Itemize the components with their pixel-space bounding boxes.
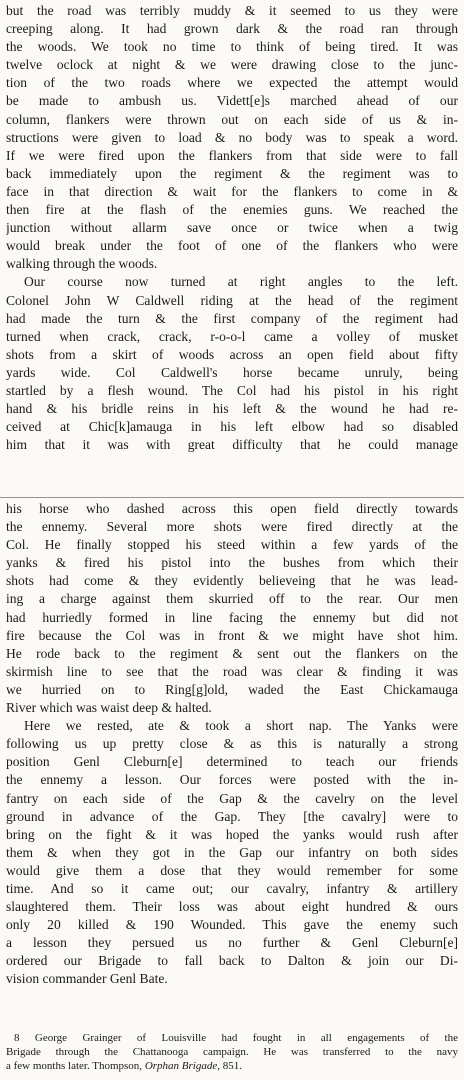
- text-line: we hurried on to Ring[g]old, waded the East Chickamauga: [6, 681, 458, 697]
- text-line: vision commander Genl Bate.: [6, 971, 168, 987]
- text-line: the woods. We took no time to think of being tired. It was: [6, 39, 458, 55]
- text-line: ordered our Brigade to fall back to Dalton & join our Di-: [6, 953, 458, 969]
- text-line: yards wide. Col Caldwell's horse became unruly, being: [6, 364, 458, 380]
- scan-divider: [0, 497, 464, 498]
- footnote-line: Brigade through the Chattanooga campaign. He was transferred to the navy: [6, 1046, 458, 1058]
- footnote: [0, 1031, 464, 1073]
- text-line: skirmish line to see that the road was clear & finding it was: [6, 663, 458, 679]
- text-line: the ennemy a lesson. Our forces were posted with the in-: [6, 772, 458, 788]
- footnote-line: [6, 1059, 458, 1073]
- text-line: time. And so it came out; our cavalry, infantry & artillery: [6, 880, 458, 896]
- text-line: shots from a skirt of woods across an open field about fifty: [6, 346, 458, 362]
- text-line: walking through the woods.: [6, 256, 158, 272]
- footnote-line: 8 George Grainger of Louisville had fought in all engagements of the: [14, 1032, 458, 1044]
- text-block-top: [0, 2, 464, 454]
- footnote-text: a few months later. Thompson,: [6, 1060, 145, 1072]
- text-line: following us up pretty close & as this is naturally a strong: [6, 736, 458, 752]
- paragraph-start-line: Here we rested, ate & took a short nap. The Yanks were: [24, 718, 458, 734]
- text-line: would break under the foot of one of the flankers who were: [6, 238, 458, 254]
- text-line: them & when they got in the Gap our infantry on both sides: [6, 844, 458, 860]
- text-line: back immediately upon the regiment & the regiment was to: [6, 165, 458, 181]
- text-line: a lesson they persued us no further & Genl Cleburn[e]: [6, 935, 458, 951]
- text-line: creeping along. It had grown dark & the road ran through: [6, 21, 458, 37]
- text-line: ing a charge against them skurried off to the rear. Our men: [6, 591, 458, 607]
- text-line: fantry on each side of the Gap & the cavelry on the level: [6, 790, 458, 806]
- text-line: his horse who dashed across this open field directly towards: [6, 501, 458, 516]
- text-line: then fire at the flash of the enemies guns. We reached the: [6, 202, 458, 218]
- text-line: ceived at Chic[k]amauga in his left elbow had so disabled: [6, 419, 458, 435]
- text-line: had hurriedly formed in line facing the ennemy but did not: [6, 609, 458, 625]
- text-line: ground in advance of the Gap. They [the cavalry] were to: [6, 808, 458, 824]
- text-line: column, flankers were thrown out on each side of us & in-: [6, 111, 458, 127]
- text-line: He rode back to the regiment & sent out the flankers on the: [6, 645, 458, 661]
- text-line: hand & his bridle reins in his left & the wound he had re-: [6, 401, 458, 417]
- text-line: would give them a dose that they would remember for some: [6, 862, 458, 878]
- text-line: structions were given to load & no body was to speak a word.: [6, 129, 458, 145]
- text-line: be made to ambush us. Vidett[e]s marched ahead of our: [6, 93, 458, 109]
- text-line: junction without allarm save once or twice when a twig: [6, 220, 458, 236]
- text-line: position Genl Cleburn[e] determined to teach our friends: [6, 754, 458, 770]
- text-block-bottom: [0, 500, 464, 989]
- text-line: Col. He finally stopped his steed within a few yards of the: [6, 537, 458, 553]
- text-line: but the road was terribly muddy & it seemed to us they were: [6, 3, 458, 18]
- text-line: startled by a flesh wound. The Col had his pistol in his right: [6, 382, 458, 398]
- text-line: bring on the fight & it was hoped the yanks would rush after: [6, 826, 458, 842]
- text-line: tion of the two roads where we expected the attempt would: [6, 75, 458, 91]
- text-line: slaughtered them. Their loss was about eight hundred & ours: [6, 899, 458, 915]
- text-line: turned when crack, crack, r-o-o-l came a volley of musket: [6, 328, 458, 344]
- text-line: River which was waist deep & halted.: [6, 700, 212, 716]
- text-line: the ennemy. Several more shots were fired directly at the: [6, 519, 458, 535]
- footnote-book-title: Orphan Brigade: [144, 1060, 218, 1072]
- text-line: fire because the Col was in front & we might have shot him.: [6, 627, 458, 643]
- text-line: only 20 killed & 190 Wounded. This gave the enemy such: [6, 917, 458, 933]
- paragraph-start-line: Our course now turned at right angles to the left.: [24, 274, 458, 290]
- text-line: yanks & fired his pistol into the bushes from which their: [6, 555, 458, 571]
- text-line: face in that direction & wait for the flankers to come in &: [6, 183, 458, 199]
- text-line: had made the turn & the first company of the regiment had: [6, 310, 458, 326]
- text-line: twelve oclock at night & we were drawing close to the junc-: [6, 57, 458, 73]
- text-line: shots had come & they evidently believeing that he was lead-: [6, 573, 458, 589]
- text-line: Colonel John W Caldwell riding at the head of the regiment: [6, 292, 458, 308]
- text-line: him that it was with great difficulty that he could manage: [6, 437, 458, 453]
- footnote-text: , 851.: [217, 1060, 242, 1072]
- text-line: If we were fired upon the flankers from that side were to fall: [6, 147, 458, 163]
